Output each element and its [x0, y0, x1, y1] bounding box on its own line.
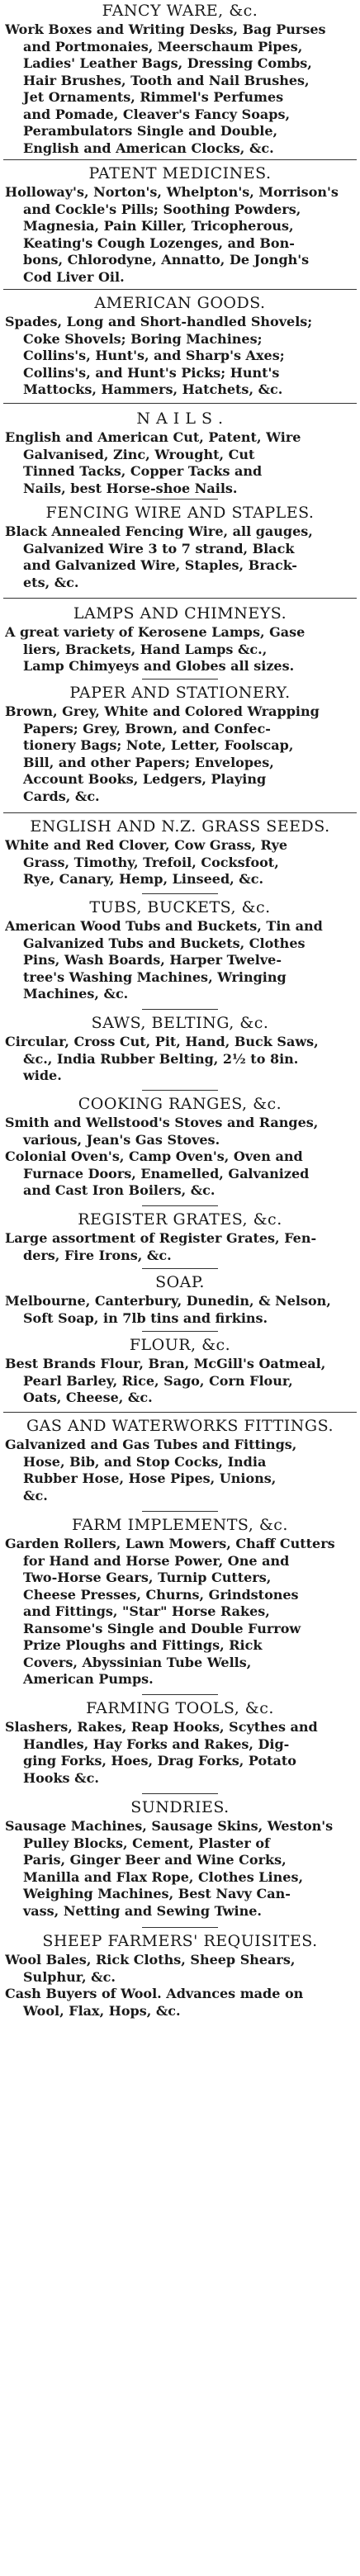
section-heading: LAMPS AND CHIMNEYS. [73, 604, 287, 623]
section-american-goods [5, 292, 355, 399]
body-line: English and American Clocks, &c. [23, 140, 274, 156]
body-line: Soft Soap, in 7lb tins and firkins. [23, 1309, 268, 1326]
body-line: Collins's, and Hunt's Picks; Hunt's [23, 364, 280, 381]
section-heading: FARM IMPLEMENTS, &c. [72, 1516, 288, 1534]
body-line: Smith and Wellstood's Stoves and Ranges, [5, 1115, 319, 1130]
section-heading: FENCING WIRE AND STAPLES. [45, 504, 315, 522]
body-line: Large assortment of Register Grates, Fen- [5, 1230, 317, 1246]
body-line: Cheese Presses, Churns, Grindstones [23, 1586, 299, 1603]
body-line: Bill, and other Papers; Envelopes, [23, 754, 274, 770]
section-soap [5, 1271, 355, 1327]
body-line: and Pomade, Cleaver's Fancy Soaps, [23, 106, 291, 122]
body-line: English and American Cut, Patent, Wire [5, 429, 301, 445]
section-heading: ENGLISH AND N.Z. GRASS SEEDS. [30, 817, 330, 836]
body-line: and Cast Iron Boilers, &c. [23, 1182, 216, 1198]
section-divider [3, 403, 357, 404]
body-line: Ladies' Leather Bags, Dressing Combs, [23, 55, 312, 71]
section-divider [142, 1331, 218, 1332]
body-line: Pearl Barley, Rice, Sago, Corn Flour, [23, 1372, 293, 1389]
body-line: Galvanized and Gas Tubes and Fittings, [5, 1437, 297, 1452]
body-line: Galvanized Tubs and Buckets, Clothes [23, 935, 306, 951]
body-line: bons, Chlorodyne, Annatto, De Jongh's [23, 252, 310, 268]
section-body [5, 1356, 355, 1407]
section-heading: FARMING TOOLS, &c. [86, 1699, 274, 1717]
body-line: ders, Fire Irons, &c. [23, 1247, 172, 1263]
section-divider [142, 1205, 218, 1206]
body-line: Cash Buyers of Wool. Advances made on [5, 1986, 304, 2001]
body-line: Wool, Flax, Hops, &c. [23, 2002, 181, 2019]
section-body [5, 21, 355, 157]
section-lamps-chimneys [5, 603, 355, 675]
section-fancy-ware [5, 0, 355, 157]
body-line: Black Annealed Fencing Wire, all gauges, [5, 523, 313, 539]
section-farming-tools [5, 1698, 355, 1787]
section-divider [142, 499, 218, 500]
body-line: Furnace Doors, Enamelled, Galvanized [23, 1165, 310, 1181]
section-patent-medicines [5, 163, 355, 286]
body-line: American Wood Tubs and Buckets, Tin and [5, 918, 323, 934]
section-gas-waterworks [5, 1415, 355, 1504]
section-body [5, 1719, 355, 1787]
section-divider [3, 812, 357, 813]
body-line: Best Brands Flour, Bran, McGill's Oatmeal, [5, 1356, 326, 1371]
body-line: Handles, Hay Forks and Rakes, Dig- [23, 1735, 290, 1752]
body-line: Oats, Cheese, &c. [23, 1390, 153, 1405]
body-line: Cards, &c. [23, 788, 100, 804]
body-line: Paris, Ginger Beer and Wine Corks, [23, 1852, 287, 1868]
body-line: Account Books, Ledgers, Playing [23, 771, 267, 787]
section-body [5, 1952, 355, 2020]
body-line: Holloway's, Norton's, Whelpton's, Morrison's [5, 184, 339, 200]
section-divider [3, 289, 357, 290]
body-line: Cod Liver Oil. [23, 268, 125, 285]
body-line: Perambulators Single and Double, [23, 123, 278, 139]
section-body [5, 624, 355, 675]
body-line: Magnesia, Pain Killer, Tricopherous, [23, 218, 294, 234]
section-register-grates [5, 1209, 355, 1264]
section-sheep-farmers [5, 1930, 355, 2020]
section-cooking-ranges [5, 1093, 355, 1200]
section-heading: AMERICAN GOODS. [94, 294, 266, 312]
section-body [5, 1818, 355, 1920]
section-heading: FLOUR, &c. [129, 1336, 231, 1354]
section-heading: FANCY WARE, &c. [102, 2, 258, 20]
section-divider [142, 1268, 218, 1269]
body-line: Hose, Bib, and Stop Cocks, India [23, 1453, 267, 1470]
section-heading: SUNDRIES. [130, 1798, 230, 1816]
section-heading: PAPER AND STATIONERY. [69, 684, 291, 702]
section-body [5, 703, 355, 805]
body-line: Hooks &c. [23, 1769, 99, 1786]
section-body [5, 1230, 355, 1264]
section-heading: GAS AND WATERWORKS FITTINGS. [26, 1417, 334, 1435]
section-nails [5, 408, 355, 497]
body-line: for Hand and Horse Power, One and [23, 1552, 290, 1569]
section-body [5, 1034, 355, 1085]
body-line: ging Forks, Hoes, Drag Forks, Potato [23, 1753, 296, 1769]
section-divider [142, 893, 218, 894]
section-body [5, 1293, 355, 1327]
body-line: American Pumps. [23, 1671, 154, 1687]
body-line: Grass, Timothy, Trefoil, Cocksfoot, [23, 854, 279, 870]
body-line: Wool Bales, Rick Cloths, Sheep Shears, [5, 1952, 296, 1968]
section-divider [3, 159, 357, 160]
section-body [5, 184, 355, 286]
body-line: ets, &c. [23, 574, 79, 590]
body-line: Brown, Grey, White and Colored Wrapping [5, 703, 320, 719]
body-line: Jet Ornaments, Rimmel's Perfumes [23, 89, 284, 105]
body-line: Sulphur, &c. [23, 1968, 116, 1985]
body-line: Spades, Long and Short-handled Shovels; [5, 314, 313, 329]
section-sundries [5, 1797, 355, 1920]
body-line: and Fittings, "Star" Horse Rakes, [23, 1603, 270, 1619]
section-divider [142, 1694, 218, 1695]
section-heading: TUBS, BUCKETS, &c. [89, 898, 271, 916]
body-line: Tinned Tacks, Copper Tacks and [23, 463, 263, 479]
body-line: Hair Brushes, Tooth and Nail Brushes, [23, 72, 310, 88]
section-body [5, 523, 355, 591]
body-line: Mattocks, Hammers, Hatchets, &c. [23, 381, 283, 397]
section-divider [3, 1412, 357, 1413]
section-heading: REGISTER GRATES, &c. [78, 1210, 282, 1229]
section-divider [142, 1793, 218, 1794]
section-body [5, 429, 355, 497]
body-line: Colonial Oven's, Camp Oven's, Oven and [5, 1148, 303, 1164]
section-divider [142, 679, 218, 680]
body-line: Pulley Blocks, Cement, Plaster of [23, 1835, 270, 1851]
body-line: tionery Bags; Note, Letter, Foolscap, [23, 737, 294, 753]
section-body [5, 918, 355, 1003]
section-divider [142, 1927, 218, 1928]
body-line: A great variety of Kerosene Lamps, Gase [5, 624, 306, 640]
section-divider [142, 1009, 218, 1010]
body-line: and Portmonaies, Meerschaum Pipes, [23, 38, 303, 54]
section-heading: N A I L S . [136, 410, 224, 428]
body-line: Melbourne, Canterbury, Dunedin, & Nelson, [5, 1293, 331, 1309]
body-line: Machines, &c. [23, 986, 129, 1002]
body-line: vass, Netting and Sewing Twine. [23, 1902, 262, 1919]
body-line: Covers, Abyssinian Tube Wells, [23, 1654, 252, 1670]
body-line: Galvanised, Zinc, Wrought, Cut [23, 446, 255, 462]
section-heading: SAWS, BELTING, &c. [91, 1014, 269, 1032]
body-line: Manilla and Flax Rope, Clothes Lines, [23, 1868, 304, 1885]
section-divider [142, 1090, 218, 1091]
section-body [5, 1536, 355, 1688]
section-flour [5, 1334, 355, 1407]
body-line: Ransome's Single and Double Furrow [23, 1620, 301, 1636]
section-body [5, 837, 355, 888]
body-line: Galvanized Wire 3 to 7 strand, Black [23, 540, 295, 556]
body-line: Rubber Hose, Hose Pipes, Unions, [23, 1470, 277, 1486]
body-line: Keating's Cough Lozenges, and Bon- [23, 234, 295, 251]
section-heading: SOAP. [155, 1273, 205, 1291]
body-line: Collins's, Hunt's, and Sharp's Axes; [23, 348, 285, 363]
body-line: Lamp Chimyeys and Globes all sizes. [23, 658, 295, 674]
section-fencing-wire [5, 502, 355, 591]
body-line: Work Boxes and Writing Desks, Bag Purses [5, 21, 326, 37]
body-line: wide. [23, 1068, 62, 1083]
section-heading: COOKING RANGES, &c. [78, 1095, 282, 1113]
body-line: Coke Shovels; Boring Machines; [23, 330, 263, 347]
body-line: and Cockle's Pills; Soothing Powders, [23, 201, 301, 217]
body-line: Nails, best Horse-shoe Nails. [23, 480, 238, 496]
body-line: liers, Brackets, Hand Lamps &c., [23, 641, 268, 657]
section-saws-belting [5, 1012, 355, 1085]
body-line: White and Red Clover, Cow Grass, Rye [5, 837, 288, 853]
section-body [5, 1437, 355, 1504]
body-line: Pins, Wash Boards, Harper Twelve- [23, 952, 282, 968]
section-heading: PATENT MEDICINES. [88, 164, 272, 182]
body-line: various, Jean's Gas Stoves. [23, 1131, 220, 1148]
section-farm-implements [5, 1514, 355, 1688]
body-line: Slashers, Rakes, Reap Hooks, Scythes and [5, 1719, 318, 1735]
body-line: tree's Washing Machines, Wringing [23, 968, 287, 985]
section-paper-stationery [5, 682, 355, 805]
body-line: &c., India Rubber Belting, 2½ to 8in. [23, 1050, 299, 1067]
body-line: Sausage Machines, Sausage Skins, Weston's [5, 1818, 334, 1834]
section-divider [142, 1511, 218, 1512]
section-heading: SHEEP FARMERS' REQUISITES. [42, 1932, 318, 1950]
section-grass-seeds [5, 816, 355, 888]
body-line: Garden Rollers, Lawn Mowers, Chaff Cutters [5, 1536, 335, 1551]
body-line: Circular, Cross Cut, Pit, Hand, Buck Saws, [5, 1034, 319, 1049]
body-line: &c. [23, 1487, 48, 1503]
section-tubs-buckets [5, 897, 355, 1003]
body-line: Two-Horse Gears, Turnip Cutters, [23, 1570, 272, 1585]
body-line: Papers; Grey, Brown, and Confec- [23, 720, 271, 736]
section-divider [3, 598, 357, 599]
body-line: Weighing Machines, Best Navy Can- [23, 1886, 291, 1901]
body-line: Rye, Canary, Hemp, Linseed, &c. [23, 871, 264, 887]
section-body [5, 314, 355, 399]
section-body [5, 1115, 355, 1200]
body-line: Prize Ploughs and Fittings, Rick [23, 1637, 263, 1653]
body-line: and Galvanized Wire, Staples, Brack- [23, 557, 297, 573]
